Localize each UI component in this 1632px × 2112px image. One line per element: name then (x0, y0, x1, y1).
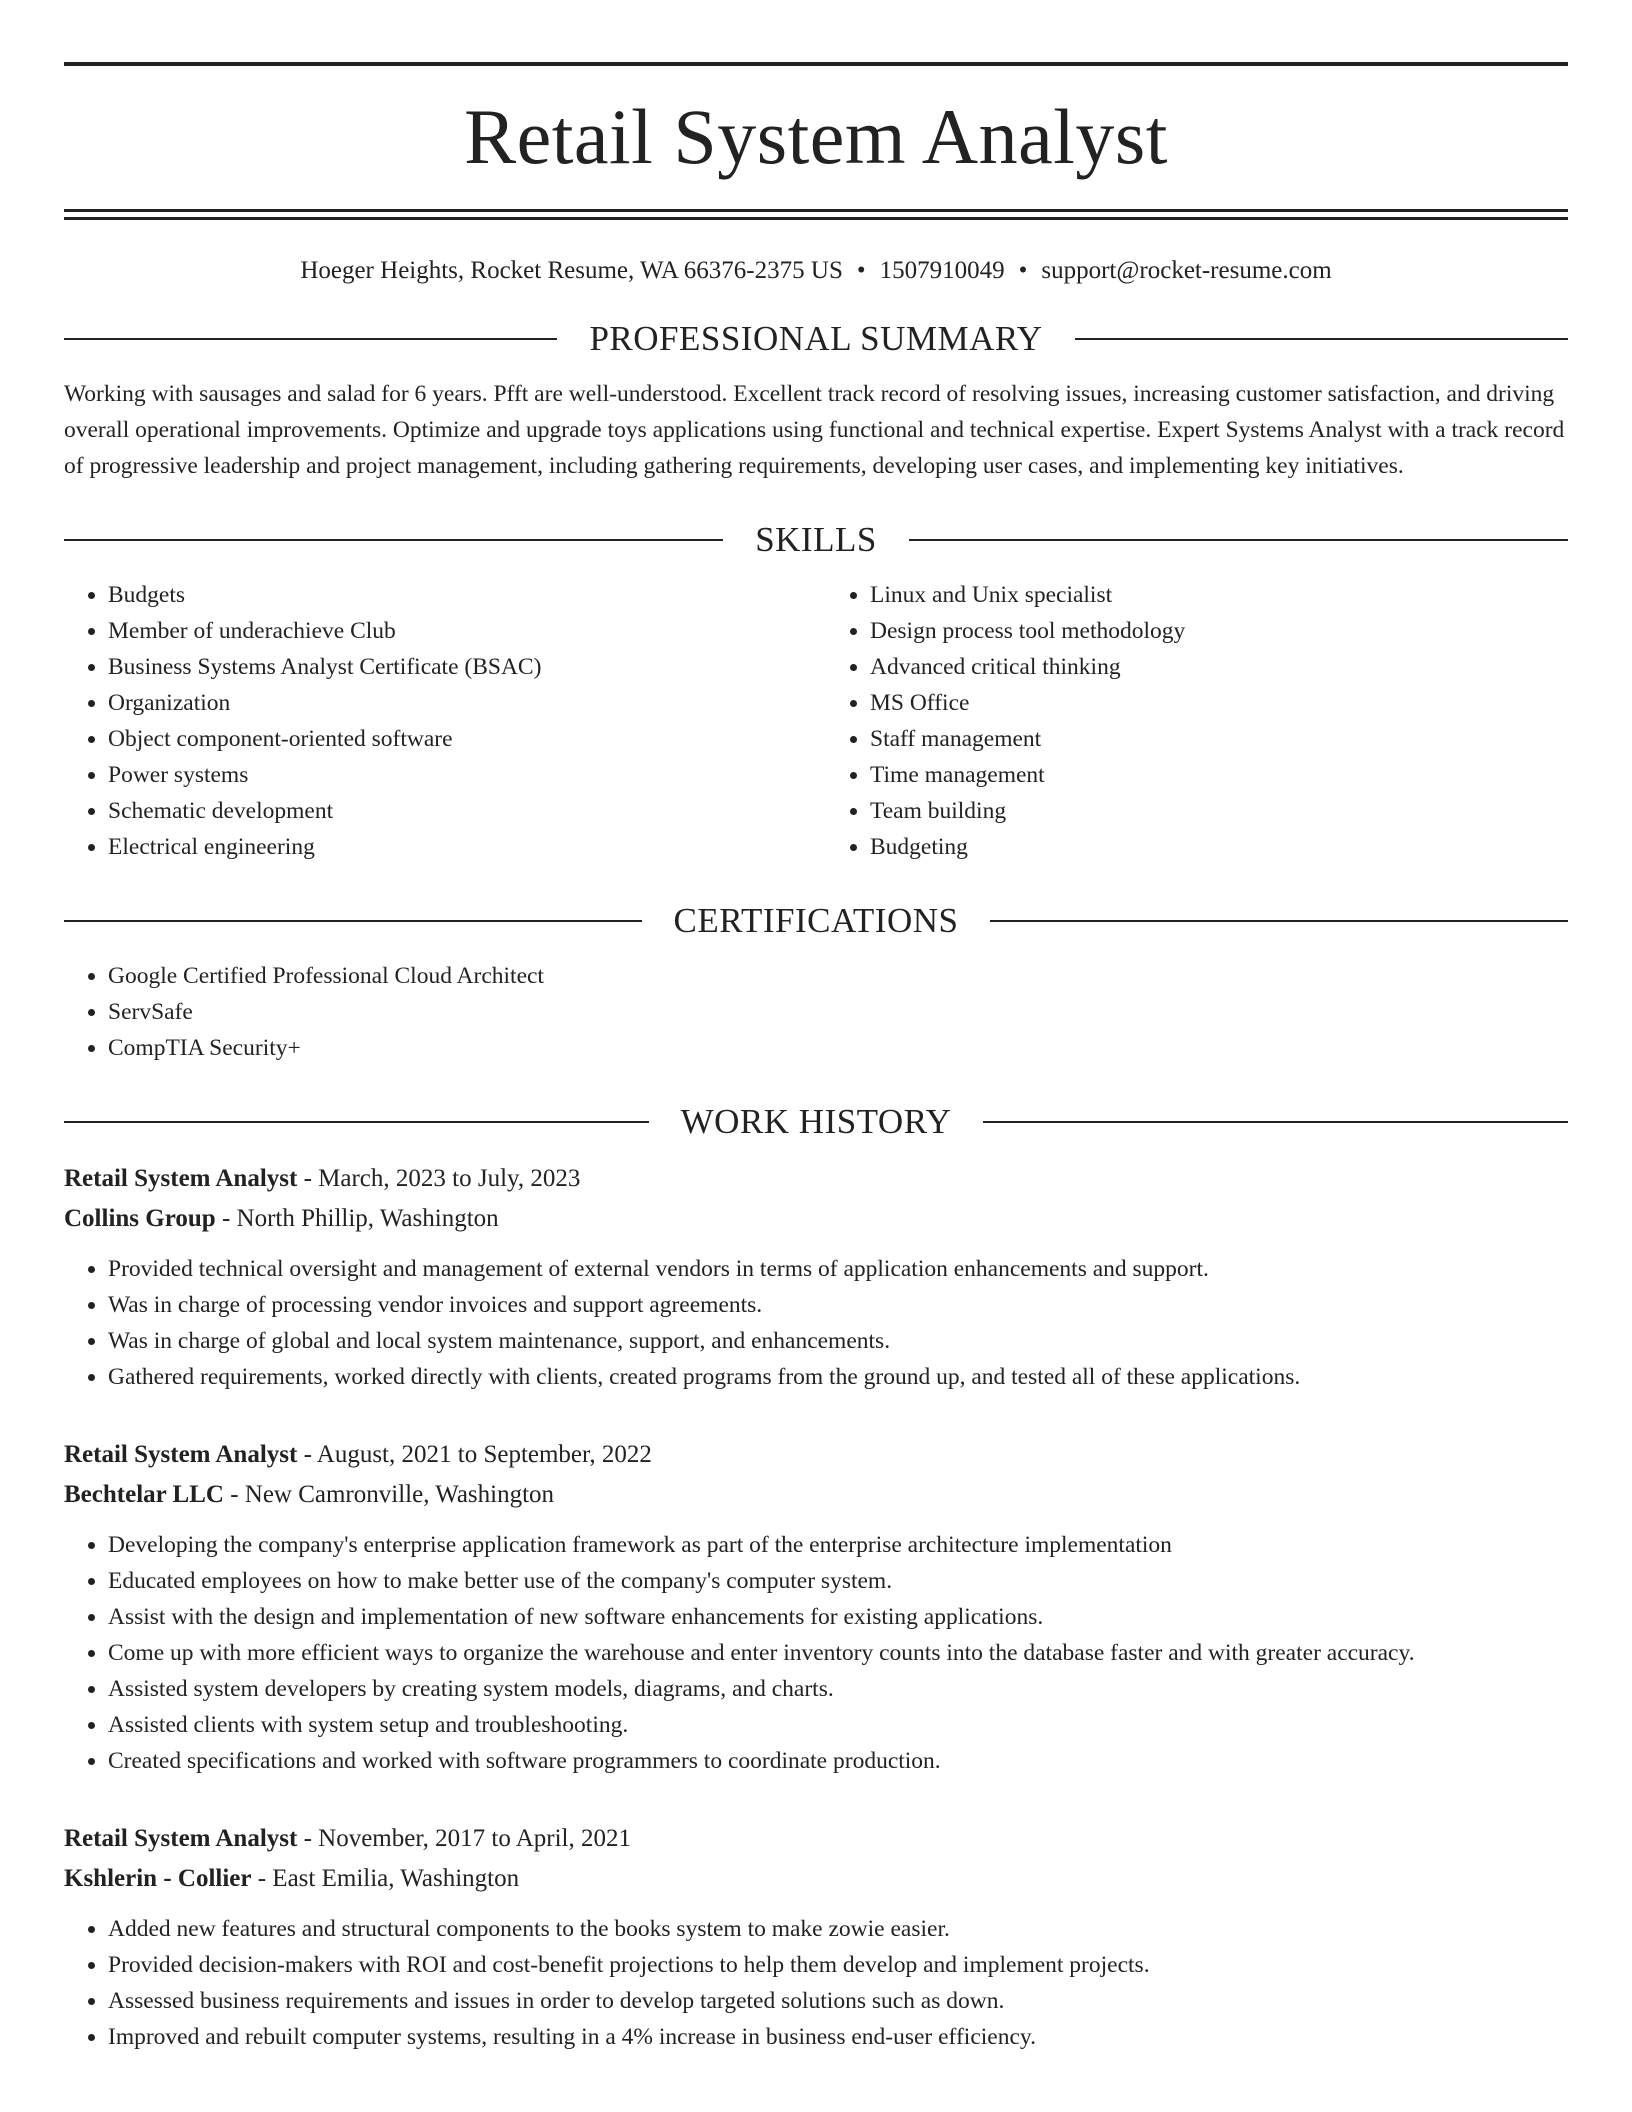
skill-item: • Object component-oriented software (108, 721, 806, 757)
skills-grid (64, 577, 1568, 865)
heading-rule (64, 920, 642, 922)
job-bullet: • Developing the company's enterprise application framework as part of the enterprise architecture implementation (108, 1527, 1568, 1563)
job-company: Kshlerin - Collier (64, 1865, 252, 1892)
summary-heading-title: PROFESSIONAL SUMMARY (589, 319, 1043, 358)
certification-item: • CompTIA Security+ (108, 1030, 1568, 1066)
job-title-line (64, 1435, 1568, 1475)
skill-item: • Schematic development (108, 793, 806, 829)
summary-text: Working with sausages and salad for 6 years. Pfft are well-understood. Excellent track record of resolving issues, increasing customer satisfaction, and driving overall operational improvements. Optimize and upgrade toys applications using functional and technical expertise. Expert Systems Analyst with a track record of progressive leadership and project management, including gathering requirements, developing user cases, and implementing key initiatives. (64, 381, 1565, 479)
heading-rule (64, 338, 557, 340)
skill-item: • Organization (108, 685, 806, 721)
job-entry (64, 1435, 1568, 1779)
job-company-line (64, 1859, 1568, 1899)
job-company-line (64, 1475, 1568, 1515)
skill-item: • Advanced critical thinking (870, 649, 1568, 685)
contact-line (64, 258, 1568, 283)
skill-item: • Staff management (870, 721, 1568, 757)
job-bullet: • Was in charge of processing vendor invoices and support agreements. (108, 1287, 1568, 1323)
job-bullet: • Added new features and structural components to the books system to make zowie easier. (108, 1911, 1568, 1947)
name-double-rule (64, 209, 1568, 220)
heading-rule (64, 1121, 649, 1123)
heading-rule (64, 539, 723, 541)
skills-heading (64, 522, 1568, 557)
skill-item: • Business Systems Analyst Certificate (BSAC) (108, 649, 806, 685)
job-bullet: • Provided technical oversight and management of external vendors in terms of application enhancements and support. (108, 1251, 1568, 1287)
skill-item: • Design process tool methodology (870, 613, 1568, 649)
skill-item: • MS Office (870, 685, 1568, 721)
job-bullet: • Improved and rebuilt computer systems, resulting in a 4% increase in business end-user efficiency. (108, 2019, 1568, 2055)
job-bullet: • Created specifications and worked with software programmers to coordinate production. (108, 1743, 1568, 1779)
skill-item: • Power systems (108, 757, 806, 793)
contact-separator: • (1018, 257, 1028, 284)
job-entry (64, 1159, 1568, 1395)
job-company: Bechtelar LLC (64, 1481, 224, 1508)
skill-item: • Linux and Unix specialist (870, 577, 1568, 613)
skill-item: • Time management (870, 757, 1568, 793)
heading-rule (1075, 338, 1568, 340)
skill-item: • Electrical engineering (108, 829, 806, 865)
skill-item: • Budgets (108, 577, 806, 613)
job-location: - East Emilia, Washington (251, 1865, 520, 1892)
heading-rule (983, 1121, 1568, 1123)
heading-rule (990, 920, 1568, 922)
job-title-line (64, 1159, 1568, 1199)
skills-heading-title: SKILLS (755, 520, 877, 559)
certification-item: • Google Certified Professional Cloud Architect (108, 958, 1568, 994)
job-company: Collins Group (64, 1205, 216, 1232)
certifications-list (64, 958, 1568, 1066)
top-rule (64, 62, 1568, 66)
job-bullet: • Assessed business requirements and issues in order to develop targeted solutions such as down. (108, 1983, 1568, 2019)
job-bullets (64, 1527, 1568, 1779)
job-dates: - August, 2021 to September, 2022 (297, 1441, 652, 1468)
contact-phone[interactable]: 1507910049 (879, 257, 1005, 284)
summary-heading (64, 321, 1568, 356)
contact-email[interactable]: support@rocket-resume.com (1041, 257, 1332, 284)
job-title: Retail System Analyst (64, 1165, 298, 1192)
job-bullet: • Assisted system developers by creating system models, diagrams, and charts. (108, 1671, 1568, 1707)
work-heading-title: WORK HISTORY (680, 1102, 952, 1141)
job-title: Retail System Analyst (64, 1825, 298, 1852)
heading-rule (909, 539, 1568, 541)
resume-name: Retail System Analyst (464, 93, 1168, 180)
job-bullet: • Come up with more efficient ways to organize the warehouse and enter inventory counts into the database faster and with greater accuracy. (108, 1635, 1568, 1671)
job-location: - New Camronville, Washington (223, 1481, 555, 1508)
job-dates: - November, 2017 to April, 2021 (297, 1825, 632, 1852)
job-bullet: • Was in charge of global and local system maintenance, support, and enhancements. (108, 1323, 1568, 1359)
skills-list-left (64, 577, 806, 865)
job-company-line (64, 1199, 1568, 1239)
job-bullet: • Gathered requirements, worked directly with clients, created programs from the ground up, and tested all of these applications. (108, 1359, 1568, 1395)
certifications-heading (64, 903, 1568, 938)
job-dates: - March, 2023 to July, 2023 (297, 1165, 581, 1192)
job-bullet: • Assisted clients with system setup and troubleshooting. (108, 1707, 1568, 1743)
job-bullets (64, 1251, 1568, 1395)
contact-separator: • (856, 257, 866, 284)
skills-list-right (826, 577, 1568, 865)
job-bullet: • Provided decision-makers with ROI and cost-benefit projections to help them develop and implement projects. (108, 1947, 1568, 1983)
certification-item: • ServSafe (108, 994, 1568, 1030)
skill-item: • Budgeting (870, 829, 1568, 865)
resume-page (64, 0, 1568, 2055)
certifications-heading-title: CERTIFICATIONS (673, 901, 959, 940)
work-heading (64, 1104, 1568, 1139)
job-location: - North Phillip, Washington (215, 1205, 499, 1232)
skill-item: • Member of underachieve Club (108, 613, 806, 649)
job-bullet: • Assist with the design and implementation of new software enhancements for existing applications. (108, 1599, 1568, 1635)
job-title-line (64, 1819, 1568, 1859)
job-bullets (64, 1911, 1568, 2055)
skill-item: • Team building (870, 793, 1568, 829)
job-title: Retail System Analyst (64, 1441, 298, 1468)
job-entry (64, 1819, 1568, 2055)
contact-address: Hoeger Heights, Rocket Resume, WA 66376-2375 US (300, 257, 843, 284)
job-bullet: • Educated employees on how to make better use of the company's computer system. (108, 1563, 1568, 1599)
